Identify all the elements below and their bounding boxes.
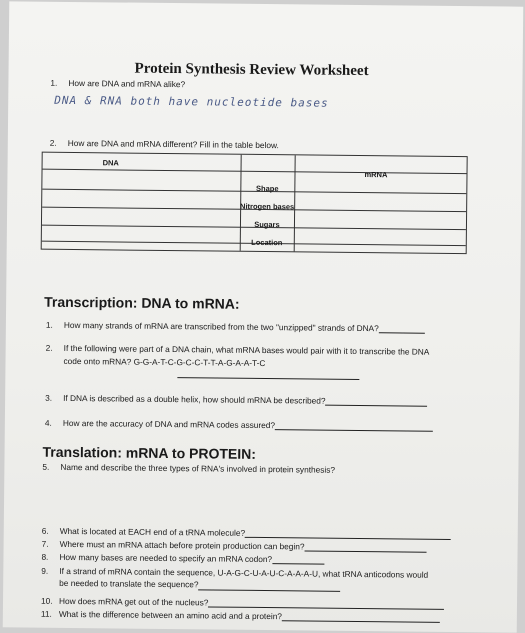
section-heading-translation: Translation: mRNA to PROTEIN: [42, 443, 257, 462]
answer-blank [245, 528, 451, 540]
answer-blank [379, 323, 425, 333]
answer-blank [208, 597, 444, 609]
row-label-nitrogen-bases: Nitrogen bases [240, 201, 295, 212]
handwritten-answer-1: DNA & RNA both have nucleotide bases [54, 93, 329, 110]
question-2: 2. How are DNA and mRNA different? Fill in the table below. [49, 137, 279, 151]
answer-blank [275, 420, 433, 432]
transcription-question-1: 1. How many strands of mRNA are transcribed from the two "unzipped" strands of DNA? [46, 320, 425, 334]
table-row-line [43, 169, 467, 174]
row-label-location: Location [251, 237, 283, 248]
answer-blank [177, 377, 359, 380]
question-7: 7. Where must an mRNA attach before protein production can begin? [42, 539, 427, 553]
worksheet-title: Protein Synthesis Review Worksheet [134, 60, 369, 80]
section-heading-transcription: Transcription: DNA to mRNA: [44, 293, 240, 312]
worksheet-page [3, 1, 524, 632]
dna-mrna-comparison-table [41, 152, 468, 254]
transcription-question-4: 4. How are the accuracy of DNA and mRNA codes assured? [45, 418, 433, 432]
answer-blank [272, 554, 324, 565]
question-1: 1. How are DNA and mRNA alike? [50, 77, 186, 90]
answer-blank [325, 396, 427, 407]
row-label-shape: Shape [256, 183, 279, 194]
question-5: 5. Name and describe the three types of RNA's involved in protein synthesis? [42, 461, 336, 475]
transcription-question-3: 3. If DNA is described as a double helix, how should mRNA be described? [45, 393, 428, 407]
question-6: 6. What is located at EACH end of a tRNA molecule? [42, 526, 451, 540]
question-11: 11. What is the difference between an amino acid and a protein? [41, 609, 440, 623]
answer-blank [304, 541, 426, 552]
column-header-dna: DNA [102, 158, 119, 168]
question-10: 10. How does mRNA get out of the nucleus? [41, 596, 445, 610]
transcription-question-2: 2. If the following were part of a DNA chain, what mRNA bases would pair with it to transcribe the DNA code onto mRNA? G-G-A-T-C-G-C-C-T-T-A-G-A-A-T-C [45, 342, 430, 369]
column-header-mrna: mRNA [364, 170, 388, 180]
question-8: 8. How many bases are needed to specify an mRNA codon? [41, 552, 324, 565]
row-label-sugars: Sugars [254, 219, 280, 230]
answer-blank [198, 580, 340, 591]
answer-blank [282, 611, 440, 623]
question-9: 9. If a strand of mRNA contain the sequence, U-A-G-C-U-A-U-C-A-A-A-U, what tRNA anticodons would be needed to translate the sequence? [41, 565, 428, 593]
